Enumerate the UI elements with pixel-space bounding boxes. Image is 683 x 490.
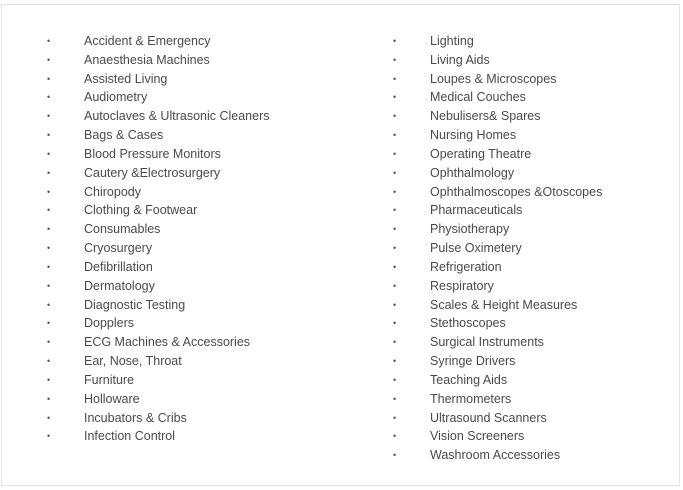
bullet-icon: • [393, 205, 397, 216]
bullet-icon: • [47, 130, 51, 141]
category-label: Bags & Cases [84, 128, 164, 143]
bullet-icon: • [393, 431, 397, 442]
bullet-icon: • [393, 73, 397, 84]
bullet-icon: • [47, 356, 51, 367]
bullet-icon: • [47, 148, 51, 159]
category-label: ECG Machines & Accessories [84, 335, 251, 350]
bullet-icon: • [393, 224, 397, 235]
bullet-icon: • [47, 374, 51, 385]
category-label: Pulse Oximetery [430, 241, 522, 256]
category-label: Medical Couches [430, 90, 526, 105]
bullet-icon: • [393, 148, 397, 159]
category-label: Washroom Accessories [430, 448, 561, 463]
category-label: Loupes & Microscopes [430, 71, 557, 86]
category-label: Blood Pressure Monitors [84, 146, 221, 161]
category-label: Clothing & Footwear [84, 203, 198, 218]
bullet-icon: • [47, 73, 51, 84]
category-label: Living Aids [430, 52, 490, 67]
category-label: Incubators & Cribs [84, 410, 187, 425]
category-label: Ear, Nose, Throat [84, 354, 182, 369]
category-label: Respiratory [430, 278, 494, 293]
bullet-icon: • [47, 431, 51, 442]
category-label: Thermometers [430, 391, 512, 406]
category-label: Holloware [84, 391, 140, 406]
category-label: Ultrasound Scanners [430, 410, 547, 425]
bullet-icon: • [393, 318, 397, 329]
bullet-icon: • [47, 167, 51, 178]
category-label: Operating Theatre [430, 146, 532, 161]
category-label: Autoclaves & Ultrasonic Cleaners [84, 109, 270, 124]
category-label: Cryosurgery [84, 241, 153, 256]
category-label: Pharmaceuticals [430, 203, 523, 218]
category-label: Physiotherapy [430, 222, 510, 237]
bullet-icon: • [393, 450, 397, 461]
bullet-icon: • [47, 412, 51, 423]
bullet-icon: • [47, 299, 51, 310]
bullet-icon: • [393, 54, 397, 65]
category-label: Scales & Height Measures [430, 297, 578, 312]
category-label: Lighting [430, 34, 474, 48]
bullet-icon: • [393, 337, 397, 348]
category-label: Stethoscopes [430, 316, 506, 331]
bullet-icon: • [393, 299, 397, 310]
bullet-icon: • [393, 280, 397, 291]
bullet-icon: • [47, 224, 51, 235]
bullet-icon: • [47, 92, 51, 103]
bullet-icon: • [393, 36, 397, 46]
category-list-panel [1, 4, 680, 486]
category-label: Furniture [84, 372, 135, 387]
bullet-icon: • [393, 393, 397, 404]
bullet-icon: • [393, 111, 397, 122]
bullet-icon: • [47, 111, 51, 122]
bullet-icon: • [393, 374, 397, 385]
category-label: Accident & Emergency [84, 34, 211, 48]
bullet-icon: • [47, 261, 51, 272]
bullet-icon: • [393, 356, 397, 367]
bullet-icon: • [47, 54, 51, 65]
category-label: Cautery &Electrosurgery [84, 165, 221, 180]
category-label: Defibrillation [84, 259, 153, 274]
category-label: Dermatology [84, 278, 155, 293]
category-label: Chiropody [84, 184, 141, 199]
category-label: Infection Control [84, 429, 176, 444]
category-label: Assisted Living [84, 71, 168, 86]
category-label: Audiometry [84, 90, 148, 105]
bullet-icon: • [393, 261, 397, 272]
category-label: Surgical Instruments [430, 335, 544, 350]
category-label: Teaching Aids [430, 372, 508, 387]
category-label: Anaesthesia Machines [84, 52, 210, 67]
category-label: Consumables [84, 222, 161, 237]
category-label: Diagnostic Testing [84, 297, 186, 312]
bullet-icon: • [47, 186, 51, 197]
category-label: Ophthalmology [430, 165, 515, 180]
bullet-icon: • [47, 318, 51, 329]
category-label: Nebulisers& Spares [430, 109, 541, 124]
bullet-icon: • [393, 186, 397, 197]
bullet-icon: • [47, 393, 51, 404]
bullet-icon: • [47, 337, 51, 348]
category-label: Vision Screeners [430, 429, 525, 444]
category-label: Dopplers [84, 316, 135, 331]
bullet-icon: • [47, 280, 51, 291]
bullet-icon: • [393, 92, 397, 103]
bullet-icon: • [393, 412, 397, 423]
category-label: Refrigeration [430, 259, 502, 274]
bullet-icon: • [47, 243, 51, 254]
bullet-icon: • [393, 243, 397, 254]
category-label: Ophthalmoscopes &Otoscopes [430, 184, 603, 199]
category-label: Syringe Drivers [430, 354, 516, 369]
bullet-icon: • [47, 36, 51, 46]
category-label: Nursing Homes [430, 128, 517, 143]
bullet-icon: • [47, 205, 51, 216]
bullet-icon: • [393, 130, 397, 141]
bullet-icon: • [393, 167, 397, 178]
